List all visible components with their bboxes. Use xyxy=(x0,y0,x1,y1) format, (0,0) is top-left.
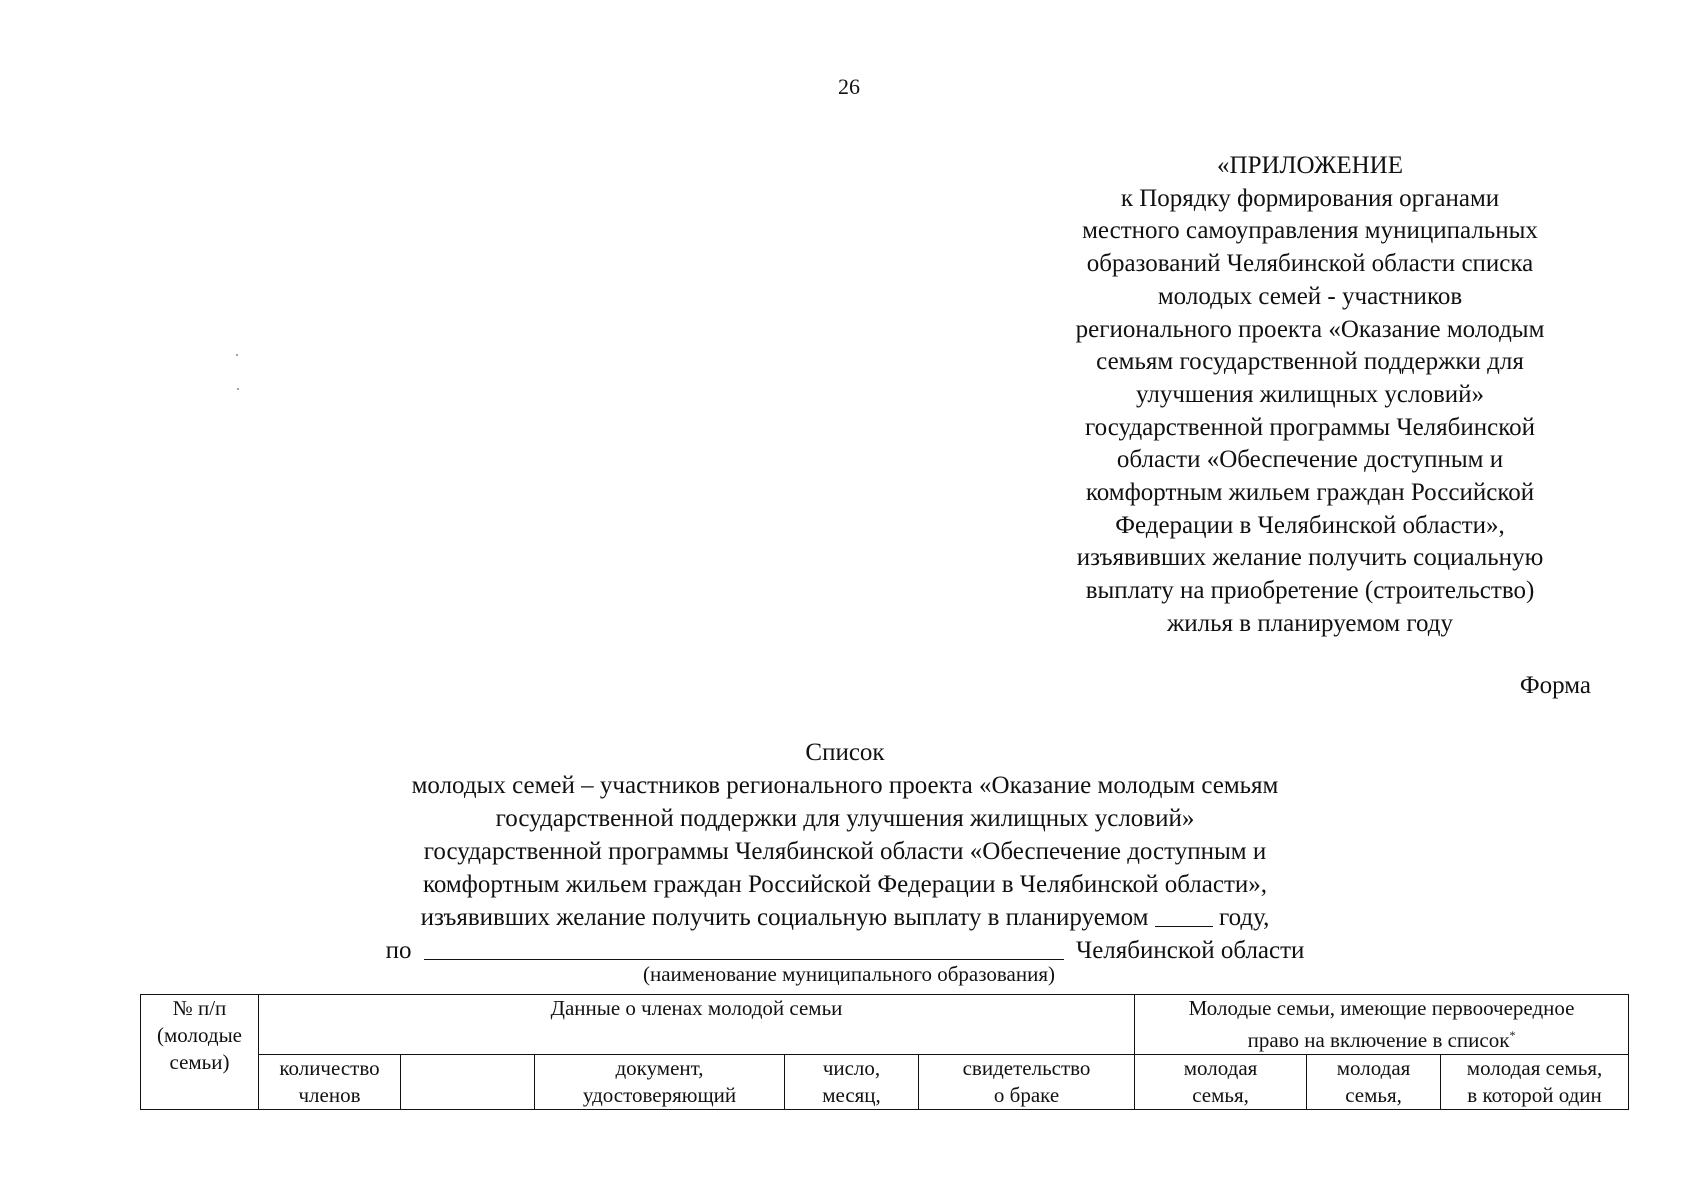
title-line-year-text: изъявивших желание получить социальную выплату в планируемом xyxy=(420,904,1149,931)
title-line-year xyxy=(300,901,1390,934)
appendix-line: выплату на приобретение (строительство) xyxy=(1085,577,1535,605)
appendix-line: образований Челябинской области списка xyxy=(1086,250,1534,278)
footnote-mark: * xyxy=(1509,1028,1516,1042)
list-heading: Список xyxy=(805,739,885,766)
subheader-empty xyxy=(401,1055,535,1110)
page-number: 26 xyxy=(838,74,860,99)
subheader-priority-1: молодая семья, xyxy=(1135,1055,1307,1110)
title-line: государственной программы Челябинской области «Обеспечение доступным и xyxy=(423,838,1267,865)
title-line: государственной поддержки для улучшения жилищных условий» xyxy=(495,805,1195,832)
priority-group-header: Молодые семьи, имеющие первоочередное право на включение в список* xyxy=(1135,995,1629,1055)
table-subheader-row xyxy=(141,1055,1629,1110)
municipality-prefix: по xyxy=(385,937,412,964)
municipality-caption: (наименование муниципального образования) xyxy=(642,962,1056,986)
subheader-priority-3: молодая семья, в которой один xyxy=(1441,1055,1629,1110)
scan-speck xyxy=(236,354,238,356)
family-members-group-header: Данные о членах молодой семьи xyxy=(259,995,1135,1055)
appendix-line: комфортным жильем граждан Российской xyxy=(1085,479,1535,507)
list-title-block xyxy=(300,736,1390,967)
appendix-header xyxy=(1030,150,1590,641)
families-table xyxy=(140,994,1629,1110)
subheader-id-document: документ, удостоверяющий xyxy=(535,1055,785,1110)
appendix-line: Федерации в Челябинской области», xyxy=(1115,511,1505,539)
title-line: комфортным жильем граждан Российской Федерации в Челябинской области», xyxy=(422,871,1268,898)
year-blank-field[interactable] xyxy=(1155,904,1213,927)
appendix-line: «ПРИЛОЖЕНИЕ xyxy=(1217,152,1403,179)
appendix-line: регионального проекта «Оказание молодым xyxy=(1075,315,1545,343)
subheader-marriage-certificate: свидетельство о браке xyxy=(919,1055,1135,1110)
appendix-line: местного самоуправления муниципальных xyxy=(1082,217,1538,245)
appendix-line: области «Обеспечение доступным и xyxy=(1116,446,1504,474)
appendix-line: молодых семей - участников xyxy=(1157,282,1463,310)
subheader-priority-2: молодая семья, xyxy=(1307,1055,1441,1110)
subheader-date: число, месяц, xyxy=(785,1055,919,1110)
appendix-line: изъявивших желание получить социальную xyxy=(1076,544,1544,572)
title-line: молодых семей – участников регионального проекта «Оказание молодым семьям xyxy=(411,772,1279,799)
appendix-line: к Порядку формирования органами xyxy=(1120,184,1500,212)
appendix-line: государственной программы Челябинской xyxy=(1085,413,1535,441)
scan-speck xyxy=(237,388,239,390)
municipality-blank-field[interactable] xyxy=(424,937,1064,960)
appendix-line: семьям государственной поддержки для xyxy=(1096,348,1524,376)
appendix-line: улучшения жилищных условий» xyxy=(1135,380,1485,408)
subheader-members-count: количество членов xyxy=(259,1055,401,1110)
form-label: Форма xyxy=(1519,672,1591,699)
appendix-line: жилья в планируемом году xyxy=(1166,609,1454,637)
title-line-year-end: году, xyxy=(1218,904,1270,931)
municipality-suffix: Челябинской области xyxy=(1075,937,1305,964)
col-number-header: № п/п (молодые семьи) xyxy=(141,995,259,1110)
table-header-row xyxy=(141,995,1629,1055)
